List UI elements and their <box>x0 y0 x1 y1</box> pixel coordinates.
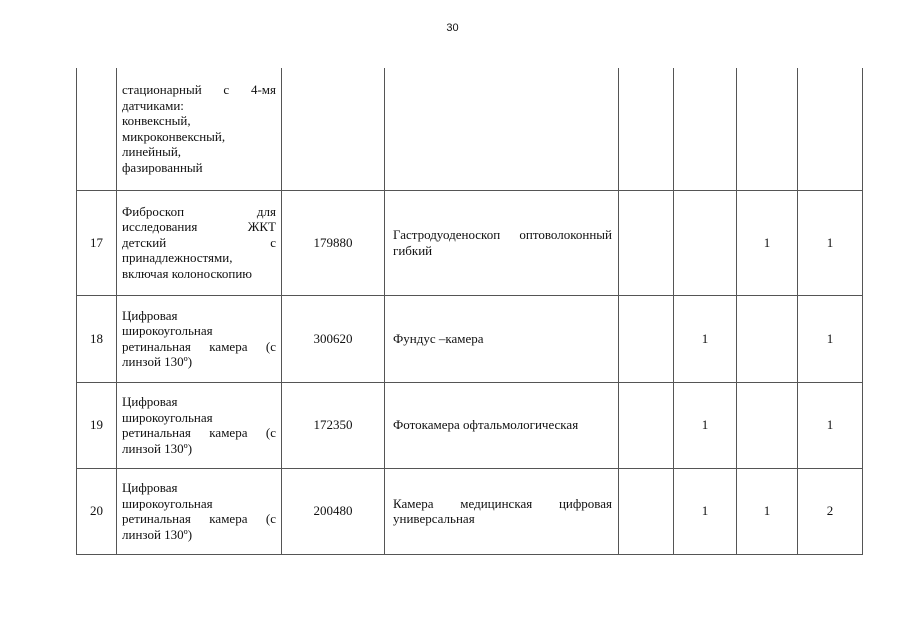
qty-col-1 <box>619 190 674 295</box>
item-name: стационарный с 4-мя датчиками: конвексный, микроконвексный, линейный, фазированный <box>117 68 282 190</box>
qty-col-2 <box>674 68 737 190</box>
qty-col-3 <box>737 382 798 468</box>
row-number <box>77 68 117 190</box>
qty-col-4: 2 <box>798 468 863 554</box>
row-number: 19 <box>77 382 117 468</box>
table-row <box>77 468 863 554</box>
table-row <box>77 190 863 295</box>
item-code: 300620 <box>282 295 385 382</box>
item-code: 179880 <box>282 190 385 295</box>
equipment-name: Фундус –камера <box>385 295 619 382</box>
qty-col-1 <box>619 295 674 382</box>
table-row <box>77 382 863 468</box>
qty-col-3: 1 <box>737 468 798 554</box>
equipment-name: Гастродуоденоскоп оптоволоконный гибкий <box>385 190 619 295</box>
row-number: 18 <box>77 295 117 382</box>
qty-col-1 <box>619 468 674 554</box>
item-code <box>282 68 385 190</box>
equipment-name: Камера медицинская цифровая универсальная <box>385 468 619 554</box>
qty-col-3 <box>737 68 798 190</box>
qty-col-4: 1 <box>798 295 863 382</box>
equipment-name <box>385 68 619 190</box>
qty-col-1 <box>619 382 674 468</box>
qty-col-2: 1 <box>674 295 737 382</box>
qty-col-4 <box>798 68 863 190</box>
qty-col-4: 1 <box>798 382 863 468</box>
item-name: Цифровая широкоугольная ретинальная камера (с линзой 130º) <box>117 468 282 554</box>
row-number: 20 <box>77 468 117 554</box>
item-code: 200480 <box>282 468 385 554</box>
table-row <box>77 68 863 190</box>
qty-col-3: 1 <box>737 190 798 295</box>
item-name: Цифровая широкоугольная ретинальная камера (с линзой 130º) <box>117 382 282 468</box>
qty-col-2: 1 <box>674 382 737 468</box>
item-code: 172350 <box>282 382 385 468</box>
qty-col-4: 1 <box>798 190 863 295</box>
qty-col-1 <box>619 68 674 190</box>
qty-col-2: 1 <box>674 468 737 554</box>
row-number: 17 <box>77 190 117 295</box>
equipment-name: Фотокамера офтальмологическая <box>385 382 619 468</box>
page-number: 30 <box>446 22 459 34</box>
equipment-table <box>76 68 863 555</box>
item-name: Фиброскоп для исследования ЖКТ детский с принадлежностями, включая колоноскопию <box>117 190 282 295</box>
qty-col-3 <box>737 295 798 382</box>
table-row <box>77 295 863 382</box>
item-name: Цифровая широкоугольная ретинальная камера (с линзой 130º) <box>117 295 282 382</box>
qty-col-2 <box>674 190 737 295</box>
